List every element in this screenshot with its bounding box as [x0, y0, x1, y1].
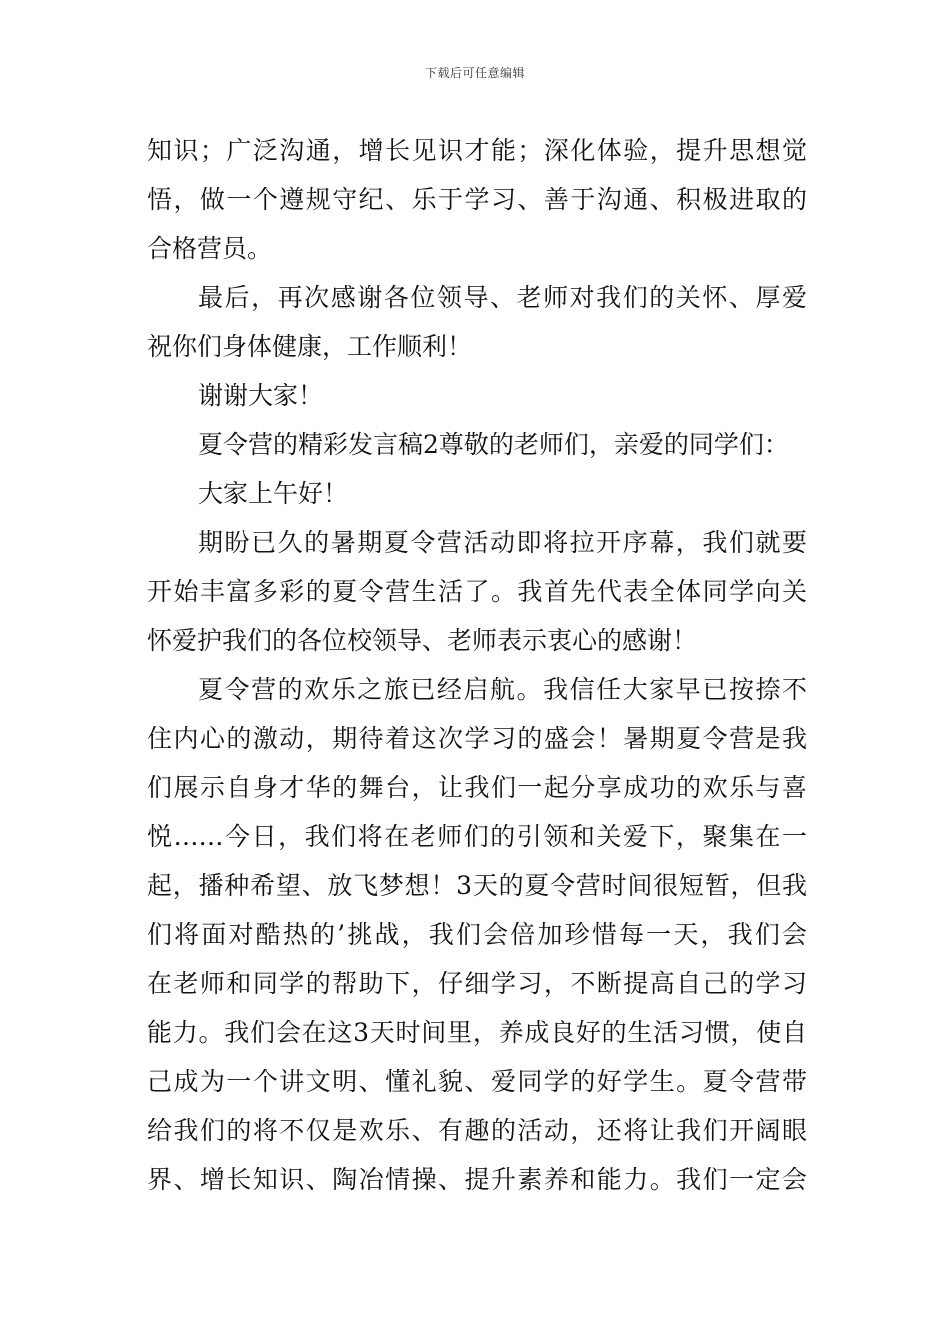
text-line: 期盼已久的暑期夏令营活动即将拉开序幕，我们就要: [198, 528, 807, 557]
text-line: 夏令营的精彩发言稿2尊敬的老师们，亲爱的同学们：: [198, 430, 789, 459]
text-line: 悦……今日，我们将在老师们的引领和关爱下，聚集在一: [147, 822, 807, 851]
text-line: 在老师和同学的帮助下，仔细学习，不断提高自己的学习: [147, 969, 807, 998]
text-line: 大家上午好！: [198, 479, 349, 508]
text-line: 起，播种希望、放飞梦想！3天的夏令营时间很短暂，但我: [147, 871, 807, 900]
document-body: [147, 126, 807, 1204]
text-line: 怀爱护我们的各位校领导、老师表示衷心的感谢！: [147, 626, 698, 655]
page-header-note: 下载后可任意编辑: [424, 66, 525, 80]
text-line: 夏令营的欢乐之旅已经启航。我信任大家早已按捺不: [198, 675, 807, 704]
text-line: 谢谢大家！: [198, 381, 324, 410]
text-line: 界、增长知识、陶冶情操、提升素养和能力。我们一定会: [147, 1165, 807, 1194]
text-line: 祝你们身体健康，工作顺利！: [147, 332, 473, 361]
text-line: 合格营员。: [147, 234, 273, 263]
text-line: 们展示自身才华的舞台，让我们一起分享成功的欢乐与喜: [147, 773, 807, 802]
text-line: 开始丰富多彩的夏令营生活了。我首先代表全体同学向关: [147, 577, 807, 606]
text-line: 住内心的激动，期待着这次学习的盛会！暑期夏令营是我: [147, 724, 807, 753]
text-line: 悟，做一个遵规守纪、乐于学习、善于沟通、积极进取的: [147, 185, 807, 214]
text-line: 能力。我们会在这3天时间里，养成良好的生活习惯，使自: [147, 1018, 807, 1047]
text-line: 最后，再次感谢各位领导、老师对我们的关怀、厚爱: [198, 283, 807, 312]
text-line: 己成为一个讲文明、懂礼貌、爱同学的好学生。夏令营带: [147, 1067, 807, 1096]
text-line: 们将面对酷热的’挑战，我们会倍加珍惜每一天，我们会: [147, 920, 807, 949]
text-line: 知识；广泛沟通，增长见识才能；深化体验，提升思想觉: [147, 136, 807, 165]
text-line: 给我们的将不仅是欢乐、有趣的活动，还将让我们开阔眼: [147, 1116, 807, 1145]
